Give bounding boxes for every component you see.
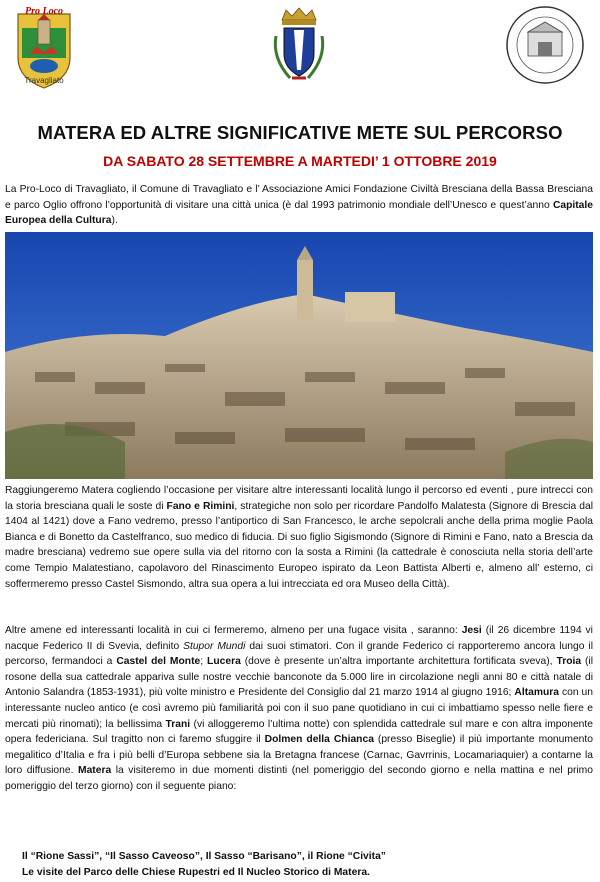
pro-loco-ribbon	[12, 2, 76, 18]
body-paragraph-1: Raggiungeremo Matera cogliendo l’occasione per visitare altre interessanti località lungo il percorso ed eventi , pure intrecci con la storia bresciana quali le soste di Fano e Rimini, strategiche non solo per ricordare Pandolfo Malatesta (Signore di Brescia dal 1404 al 1421) dove a Fano vedremo, presso l’antiportico di San Francesco, le arche sepolcrali anche della prima moglie Paola Bianca e di Bonetto da Castelfranco, suo medico di fiducia. Di suo figlio Sigismondo (Signore di Rimini e Fano, nato a Brescia da madre bresciana) vedremo sue opere sulla via del ritorno con la sosta a Rimini (la cattedrale è conosciuta nella storia dell’arte come Tempio Malatestiano, capolavoro del Rinascimento Europeo ispirato da Leon Battista Alberti e, almeno all’ esterno, ci soffermeremo presso Castel Sismondo, altra sua opera a lui intrecciata ed ora Museo della Città).	[5, 485, 593, 590]
page-subtitle: DA SABATO 28 SETTEMBRE A MARTEDI’ 1 OTTOBRE 2019	[103, 153, 497, 169]
page-title: MATERA ED ALTRE SIGNIFICATIVE METE SUL PERCORSO	[37, 122, 563, 143]
visit-plan	[22, 849, 386, 881]
plan-line-2: Le visite del Parco delle Chiese Rupestri ed Il Nucleo Storico di Matera.	[22, 867, 370, 878]
logos-header	[0, 0, 600, 100]
coat-of-arms-icon	[270, 6, 328, 84]
intro-paragraph: La Pro-Loco di Travagliato, il Comune di Travagliato e l’ Associazione Amici Fondazione Civiltà Bresciana della Bassa Bresciana e parco Oglio offrono l’opportunità di visitare una città unica (è dal 1993 patrimonio mondiale dell’Unesco e quest’anno Capitale Europea della Cultura).	[5, 184, 593, 227]
body-paragraph-2: Altre amene ed interessanti località in cui ci fermeremo, almeno per una fugace visita , saranno: Jesi (il 26 dicembre 1194 vi nacque Federico II di Svevia, definito Stupor Mundi dai suoi stimatori. Con il grande Federico ci rapporteremo ancora lungo il percorso, fermandoci a Castel del Monte; Lucera (dove è presente un’altra importante architettura fortificata sveva), Troia (il rosone della sua cattedrale appariva sulle nostre vecchie banconote da 5.000 lire in circolazione negli anni 80 e città natale di Antonio Salandra (1853-1931), più volte ministro e Presidente del Consiglio dal 21 marzo 1914 al giugno 1916; Altamura con un interessante nucleo antico (e così avremo più familiarità poi con il suo pane quotidiano in cui ci imbattiamo spesso nelle fiere e mercati più rinomati); la bellissima Trani (vi alloggeremo l’ultima notte) con splendida cattedrale sul mare e con altra imponente opera federiciana. Sul tragitto non ci faremo sfuggire il Dolmen della Chianca (presso Biseglie) il più importante monumento megalitico d’Italia e fra i più belli d’Europa sebbene sia la Bretagna francese (Carnac, Gavrrinis, Locamariaquier) a contarne la loro diffusione. Matera la visiteremo in due momenti distinti (nel pomeriggio del secondo giorno e nella mattina e nel primo pomeriggio del terzo giorno) con il seguente piano:	[5, 625, 594, 792]
circular-seal-icon	[504, 4, 586, 86]
pro-loco-caption: Travagliato	[24, 76, 64, 85]
matera-photo	[5, 232, 593, 479]
pro-loco-title: Pro Loco	[24, 6, 64, 17]
plan-line-1: Il “Rione Sassi”, “Il Sasso Caveoso”, Il Sasso “Barisano”, il Rione “Civita”	[22, 851, 386, 862]
